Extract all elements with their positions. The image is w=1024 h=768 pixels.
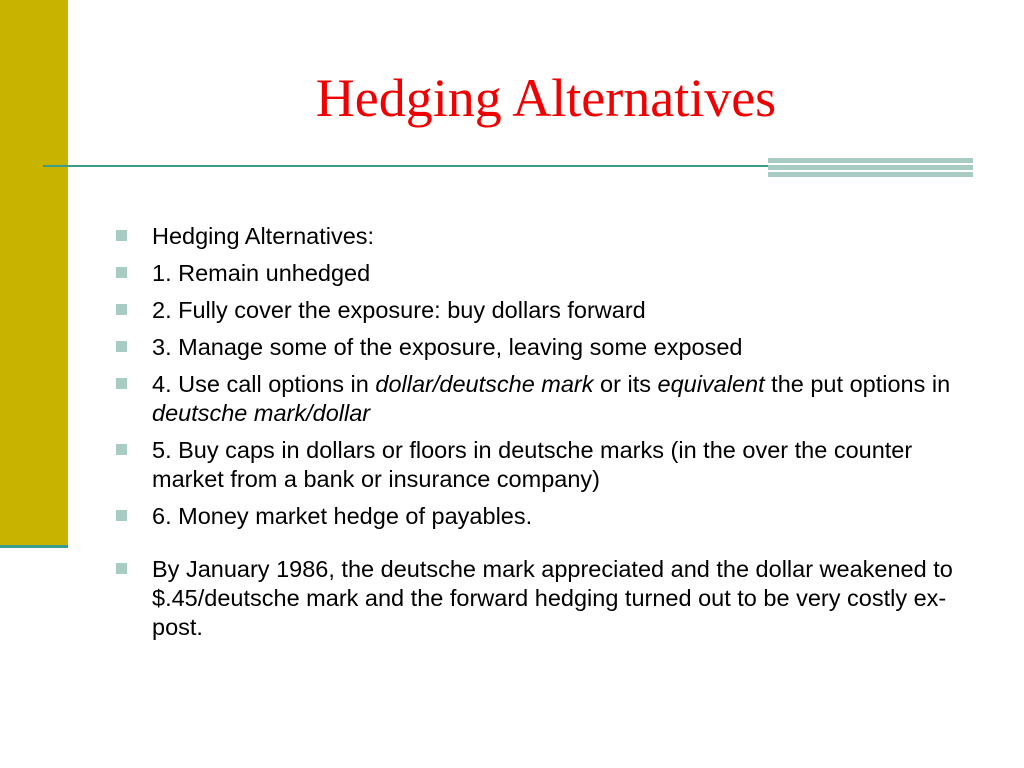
- bullet-list: [116, 222, 966, 650]
- square-bullet-icon: [116, 304, 127, 315]
- square-bullet-icon: [116, 341, 127, 352]
- list-item: [116, 436, 966, 494]
- bullet-text-part: or its: [593, 371, 658, 397]
- square-bullet-icon: [116, 230, 127, 241]
- bullet-text: Hedging Alternatives:: [152, 223, 375, 249]
- slide-title: Hedging Alternatives: [315, 68, 777, 128]
- bullet-italic-text: dollar/deutsche mark: [375, 371, 594, 397]
- bullet-text-part: the put options in: [764, 371, 951, 397]
- striped-accent-block: [768, 158, 973, 179]
- bullet-text: 3. Manage some of the exposure, leaving some exposed: [152, 334, 743, 360]
- bullet-text: 1. Remain unhedged: [152, 260, 371, 286]
- list-item: [116, 370, 966, 428]
- bullet-text: By January 1986, the deutsche mark appreciated and the dollar weakened to $.45/deutsche mark and the forward hedging turned out to be very costly ex-post.: [152, 556, 953, 640]
- square-bullet-icon: [116, 267, 127, 278]
- bullet-italic-text: equivalent: [657, 371, 765, 397]
- list-item: [116, 259, 966, 288]
- list-item: [116, 222, 966, 251]
- bullet-text: 6. Money market hedge of payables.: [152, 503, 533, 529]
- square-bullet-icon: [116, 510, 127, 521]
- list-item: [116, 555, 966, 642]
- list-item: [116, 502, 966, 531]
- left-bar-rule: [0, 545, 68, 548]
- list-item: [116, 296, 966, 325]
- square-bullet-icon: [116, 378, 127, 389]
- bullet-text-part: 4. Use call options in: [152, 371, 376, 397]
- square-bullet-icon: [116, 444, 127, 455]
- list-item: [116, 333, 966, 362]
- bullet-text: 2. Fully cover the exposure: buy dollars forward: [152, 297, 646, 323]
- square-bullet-icon: [116, 563, 127, 574]
- bullet-text: 5. Buy caps in dollars or floors in deutsche marks (in the over the counter market from a bank or insurance company): [152, 437, 913, 492]
- left-decorative-bar: [0, 0, 68, 545]
- bullet-italic-text: deutsche mark/dollar: [152, 400, 371, 426]
